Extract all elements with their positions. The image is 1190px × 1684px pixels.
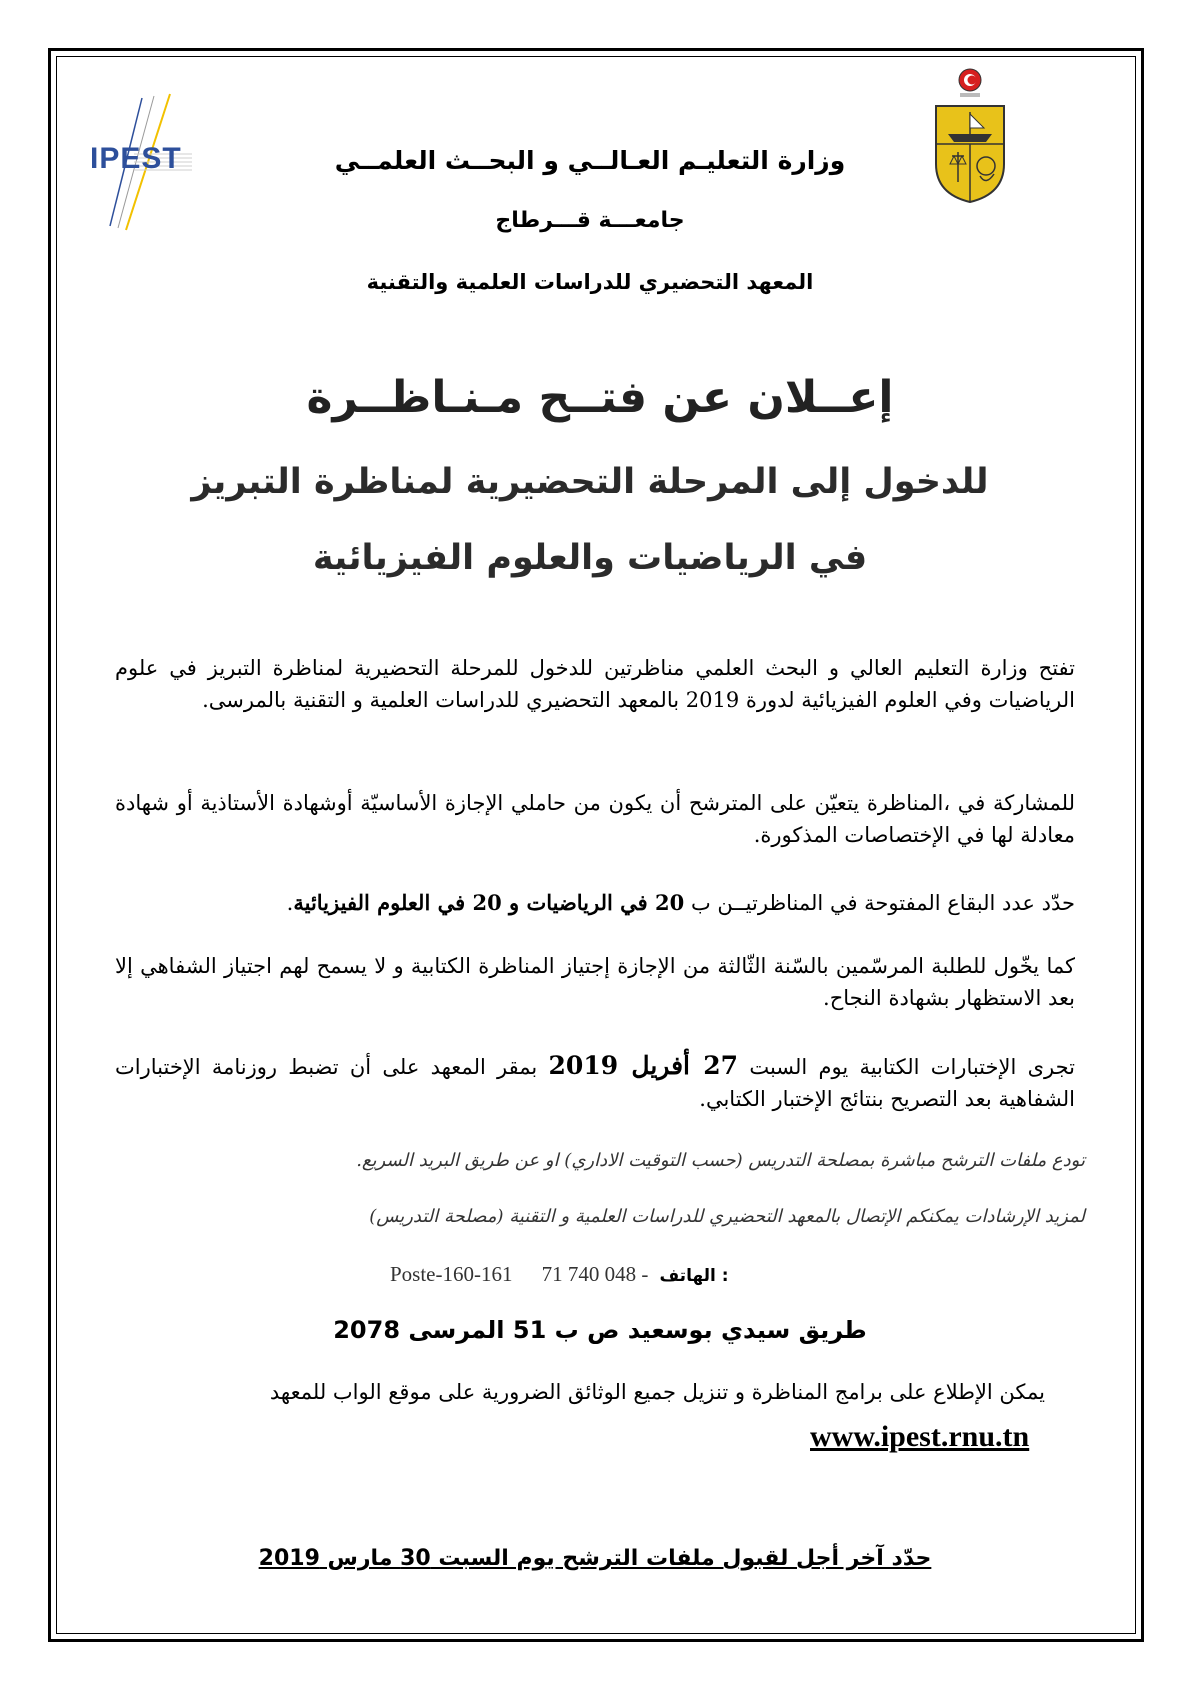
- website-link[interactable]: www.ipest.rnu.tn: [810, 1420, 1030, 1453]
- announcement-subtitle-1: للدخول إلى المرحلة التحضيرية لمناظرة التبريز: [191, 462, 989, 502]
- paragraph-eligibility: للمشاركة في ،المناظرة يتعيّن على المترشح أن يكون من حاملي الإجازة الأساسيّة أوشهادة الأستاذية أو شهادة معادلة لها في الإختصاصات المذكورة.: [115, 791, 1075, 847]
- tunisia-emblem-icon: [928, 56, 1012, 206]
- ipest-logo-text: IPEST: [90, 142, 182, 175]
- note-submission: تودع ملفات الترشح مباشرة بمصلحة التدريس (حسب التوقيت الاداري) او عن طريق البريد السريع.: [356, 1150, 1085, 1171]
- paragraph-third-year: كما يخّول للطلبة المرسّمين بالسّنة الثّالثة من الإجازة إجتياز المناظرة الكتابية و لا يسمح لهم اجتياز الشفاهي إلا بعد الاستظهار بشهادة النجاح.: [115, 954, 1075, 1010]
- phone-extension: Poste-160-161: [390, 1262, 513, 1286]
- announcement-title: إعــلان عن فتــح مـنـاظــرة: [306, 372, 894, 423]
- exam-date: 27 أفريل 2019: [548, 1051, 739, 1080]
- deadline-notice: حدّد آخر أجل لقبول ملفات الترشح يوم السبت 30 مارس 2019: [258, 1546, 932, 1571]
- paragraph-exam-date: [115, 1050, 1075, 1115]
- exam-date-rest: بمقر المعهد على أن تضبط روزنامة الإختبارات الشفاهية بعد التصريح بنتائج الإختبار الكتابي.: [115, 1055, 1075, 1111]
- seats-count: 20 في الرياضيات و 20 في العلوم الفيزيائية: [293, 890, 685, 915]
- seats-text: حدّد عدد البقاع المفتوحة في المناظرتيــن ب: [690, 891, 1075, 915]
- seats-period: .: [286, 891, 294, 915]
- paragraph-seats: [115, 887, 1075, 919]
- phone-line: [390, 1262, 810, 1294]
- phone-number: 71 740 048 -: [541, 1262, 649, 1286]
- exam-date-text: تجرى الإختبارات الكتابية يوم السبت: [749, 1055, 1075, 1079]
- phone-label: الهاتف :: [659, 1266, 729, 1286]
- university-name: جامعـــة قـــرطاج: [495, 208, 685, 233]
- website-info: يمكن الإطلاع على برامج المناظرة و تنزيل جميع الوثائق الضرورية على موقع الواب للمعهد: [269, 1380, 1045, 1404]
- ipest-logo: [88, 92, 198, 232]
- institute-name: المعهد التحضيري للدراسات العلمية والتقنية: [366, 270, 814, 294]
- paragraph-intro: تفتح وزارة التعليم العالي و البحث العلمي مناظرتين للدخول للمرحلة التحضيرية لمناظرة التبريز في علوم الرياضيات وفي العلوم الفيزيائية لدورة 2019 بالمعهد التحضيري للدراسات العلمية و التقنية بالمرسى.: [115, 656, 1075, 712]
- announcement-subtitle-2: في الرياضيات والعلوم الفيزيائية: [312, 538, 868, 578]
- ministry-name: وزارة التعليـم العـالــي و البحــث العلمــي: [334, 146, 846, 175]
- note-contact: لمزيد الإرشادات يمكنكم الإتصال بالمعهد التحضيري للدراسات العلمية و التقنية (مصلحة التدريس): [369, 1206, 1085, 1227]
- address: طريق سيدي بوسعيد ص ب 51 المرسى 2078: [333, 1316, 867, 1344]
